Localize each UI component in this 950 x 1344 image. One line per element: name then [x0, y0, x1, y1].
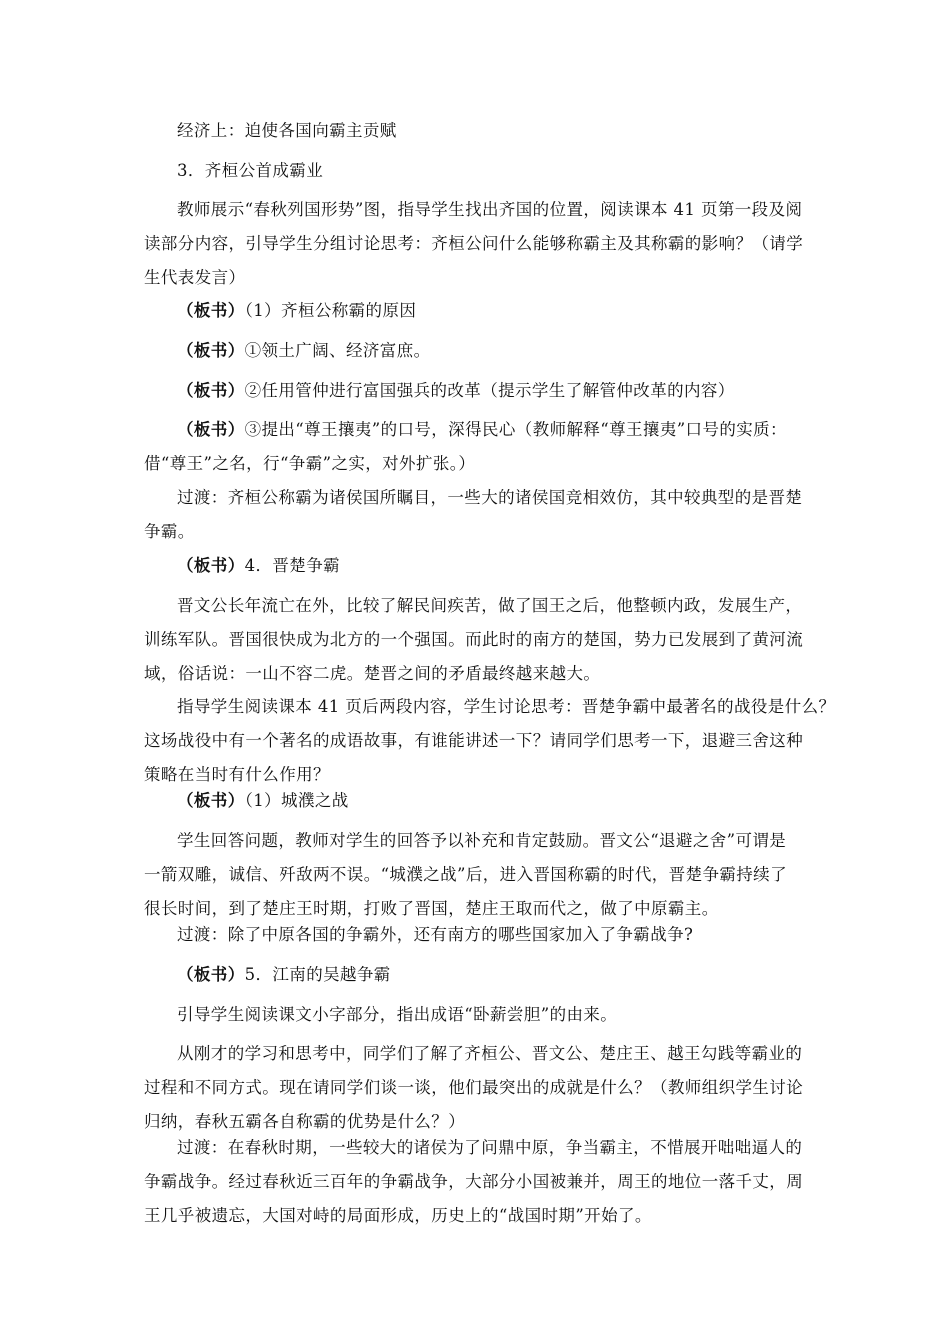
paragraph-discussion — [144, 1037, 809, 1139]
text-line: 王几乎被遗忘，大国对峙的局面形成，历史上的“战国时期”开始了。 — [144, 1206, 652, 1225]
text-line: 归纳，春秋五霸各自称霸的优势是什么？） — [144, 1112, 466, 1131]
text-line: 从刚才的学习和思考中，同学们了解了齐桓公、晋文公、楚庄王、越王勾践等霸业的 — [177, 1044, 803, 1063]
board-note-reasons — [144, 294, 809, 328]
text-line: 很长时间，到了楚庄王时期，打败了晋国，楚庄王取而代之，做了中原霸主。 — [144, 899, 719, 918]
heading-qi-huangong — [144, 154, 809, 188]
paragraph-teacher-map — [144, 193, 809, 295]
text-line: 教师展示“春秋列国形势”图，指导学生找出齐国的位置，阅读课本 41 页第一段及阅 — [177, 200, 803, 219]
paragraph-transition-2 — [144, 918, 809, 952]
board-tag: （板书） — [177, 301, 245, 320]
text-line: 经济上：迫使各国向霸主贡赋 — [177, 121, 397, 140]
board-tag: （板书） — [177, 556, 245, 575]
text-line: 训练军队。晋国很快成为北方的一个强国。而此时的南方的楚国，势力已发展到了黄河流 — [144, 630, 804, 649]
text-line: 这场战役中有一个著名的成语故事，有谁能讲述一下？请同学们思考一下，退避三舍这种 — [144, 731, 804, 750]
text-line: 5．江南的吴越争霸 — [244, 965, 391, 984]
text-line: 过程和不同方式。现在请同学们谈一谈，他们最突出的成就是什么？（教师组织学生讨论 — [144, 1078, 804, 1097]
board-note-slogan — [144, 413, 809, 481]
text-line: 指导学生阅读课本 41 页后两段内容，学生讨论思考：晋楚争霸中最著名的战役是什么？ — [177, 697, 836, 716]
paragraph-economy — [144, 114, 809, 148]
paragraph-transition-1 — [144, 481, 809, 549]
text-line: ②任用管仲进行富国强兵的改革（提示学生了解管仲改革的内容） — [244, 381, 735, 400]
text-line: ③提出“尊王攘夷”的口号，深得民心（教师解释“尊王攘夷”口号的实质： — [244, 420, 787, 439]
text-line: 策略在当时有什么作用？ — [144, 765, 330, 784]
text-line: （1）城濮之战 — [244, 791, 349, 810]
paragraph-student-answer — [144, 824, 809, 926]
text-line: 读部分内容，引导学生分组讨论思考：齐桓公问什么能够称霸主及其称霸的影响？（请学 — [144, 234, 804, 253]
paragraph-transition-3 — [144, 1131, 809, 1233]
board-note-guanzhong — [144, 374, 809, 408]
text-line: 域，俗话说：一山不容二虎。楚晋之间的矛盾最终越来越大。 — [144, 664, 601, 683]
text-line: 一箭双雕，诚信、歼敌两不误。“城濮之战”后，进入晋国称霸的时代，晋楚争霸持续了 — [144, 865, 787, 884]
text-line: 3．齐桓公首成霸业 — [177, 161, 324, 180]
board-tag: （板书） — [177, 420, 245, 439]
paragraph-jin-wengong — [144, 589, 809, 691]
board-note-territory — [144, 334, 809, 368]
board-tag: （板书） — [177, 341, 245, 360]
paragraph-wo-xin-chang-dan — [144, 998, 809, 1032]
text-line: ①领土广阔、经济富庶。 — [244, 341, 431, 360]
board-note-wu-yue — [144, 958, 809, 992]
board-tag: （板书） — [177, 381, 245, 400]
text-line: 争霸。 — [144, 522, 195, 541]
board-note-chengpu — [144, 784, 809, 818]
text-line: 借“尊王”之名，行“争霸”之实，对外扩张。） — [144, 454, 476, 473]
text-line: 学生回答问题，教师对学生的回答予以补充和肯定鼓励。晋文公“退避之舍”可谓是 — [177, 831, 787, 850]
paragraph-guided-reading — [144, 690, 836, 792]
text-line: 引导学生阅读课文小字部分，指出成语“卧薪尝胆”的由来。 — [177, 1005, 618, 1024]
board-tag: （板书） — [177, 791, 245, 810]
text-line: 过渡：齐桓公称霸为诸侯国所瞩目，一些大的诸侯国竞相效仿，其中较典型的是晋楚 — [177, 488, 803, 507]
text-line: 4．晋楚争霸 — [244, 556, 341, 575]
text-line: 争霸战争。经过春秋近三百年的争霸战争，大部分小国被兼并，周王的地位一落千丈，周 — [144, 1172, 804, 1191]
text-line: 生代表发言） — [144, 268, 246, 287]
text-line: 晋文公长年流亡在外，比较了解民间疾苦，做了国王之后，他整顿内政，发展生产， — [177, 596, 803, 615]
board-tag: （板书） — [177, 965, 245, 984]
text-line: 过渡：除了中原各国的争霸外，还有南方的哪些国家加入了争霸战争? — [177, 925, 694, 944]
board-note-jin-chu — [144, 549, 809, 583]
text-line: 过渡：在春秋时期，一些较大的诸侯为了问鼎中原，争当霸主，不惜展开咄咄逼人的 — [177, 1138, 803, 1157]
text-line: （1）齐桓公称霸的原因 — [244, 301, 417, 320]
